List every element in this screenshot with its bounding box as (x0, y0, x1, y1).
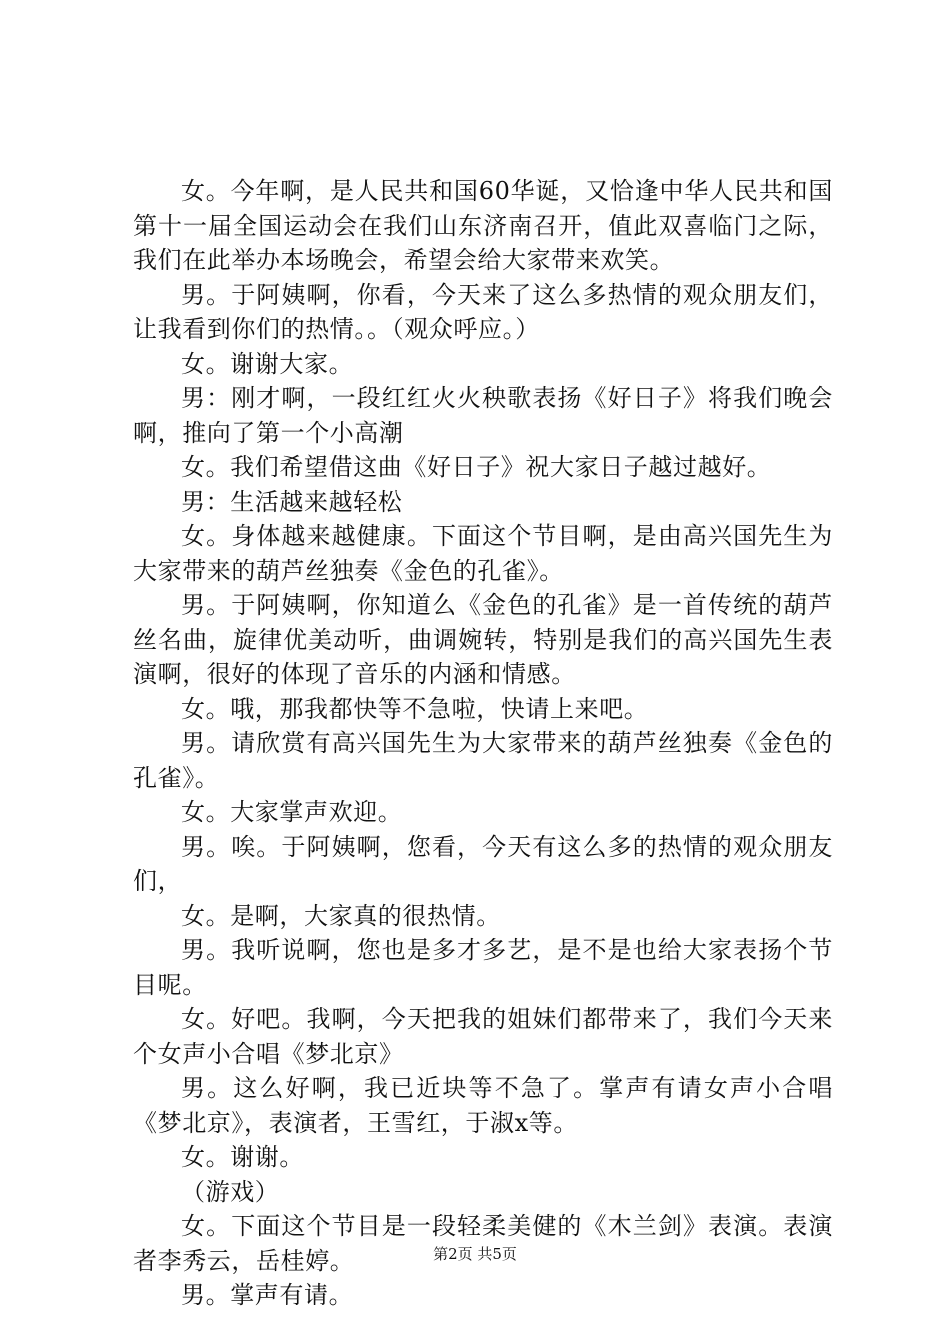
paragraph: 女。下面这个节目是一段轻柔美健的《木兰剑》表演。表演者李秀云，岳桂婷。 (133, 1212, 833, 1275)
document-body (133, 174, 833, 1313)
paragraph: （游戏） (181, 1177, 280, 1206)
paragraph: 女。谢谢大家。 (181, 349, 354, 378)
paragraph: 男：生活越来越轻松 (181, 487, 403, 516)
paragraph: 男。于阿姨啊，你看，今天来了这么多热情的观众朋友们，让我看到你们的热情。。（观众呼应。） (133, 280, 833, 343)
paragraph: 女。哦，那我都快等不急啦，快请上来吧。 (181, 694, 649, 723)
paragraph: 女。大家掌声欢迎。 (181, 798, 403, 826)
paragraph: 女。今年啊，是人民共和国60华诞，又恰逢中华人民共和国第十一届全国运动会在我们山东济南召开，值此双喜临门之际，我们在此举办本场晚会，希望会给大家带来欢笑。 (133, 177, 833, 274)
paragraph: 男。掌声有请。 (181, 1281, 354, 1309)
paragraph: 女。好吧。我啊，今天把我的姐妹们都带来了，我们今天来个女声小合唱《梦北京》 (133, 1005, 833, 1068)
paragraph: 女。是啊，大家真的很热情。 (181, 901, 501, 930)
paragraph: 男。请欣赏有高兴国先生为大家带来的葫芦丝独奏《金色的孔雀》。 (133, 729, 833, 792)
paragraph: 男。我听说啊，您也是多才多艺，是不是也给大家表扬个节目呢。 (133, 936, 833, 999)
paragraph: 男。唉。于阿姨啊，您看，今天有这么多的热情的观众朋友们， (133, 832, 833, 895)
paragraph: 男。这么好啊，我已近块等不急了。掌声有请女声小合唱《梦北京》，表演者，王雪红，于淑x等。 (133, 1074, 833, 1137)
paragraph: 女。身体越来越健康。下面这个节目啊，是由高兴国先生为大家带来的葫芦丝独奏《金色的孔雀》。 (133, 522, 833, 585)
paragraph: 女。我们希望借这曲《好日子》祝大家日子越过越好。 (181, 453, 772, 481)
page-footer: 第2页 共5页 (433, 1245, 517, 1263)
paragraph: 男。于阿姨啊，你知道么《金色的孔雀》是一首传统的葫芦丝名曲，旋律优美动听，曲调婉转，特别是我们的高兴国先生表演啊，很好的体现了音乐的内涵和情感。 (133, 591, 833, 688)
paragraph: 男：刚才啊，一段红红火火秧歌表扬《好日子》将我们晚会啊，推向了第一个小高潮 (133, 384, 833, 447)
paragraph: 女。谢谢。 (181, 1143, 304, 1171)
